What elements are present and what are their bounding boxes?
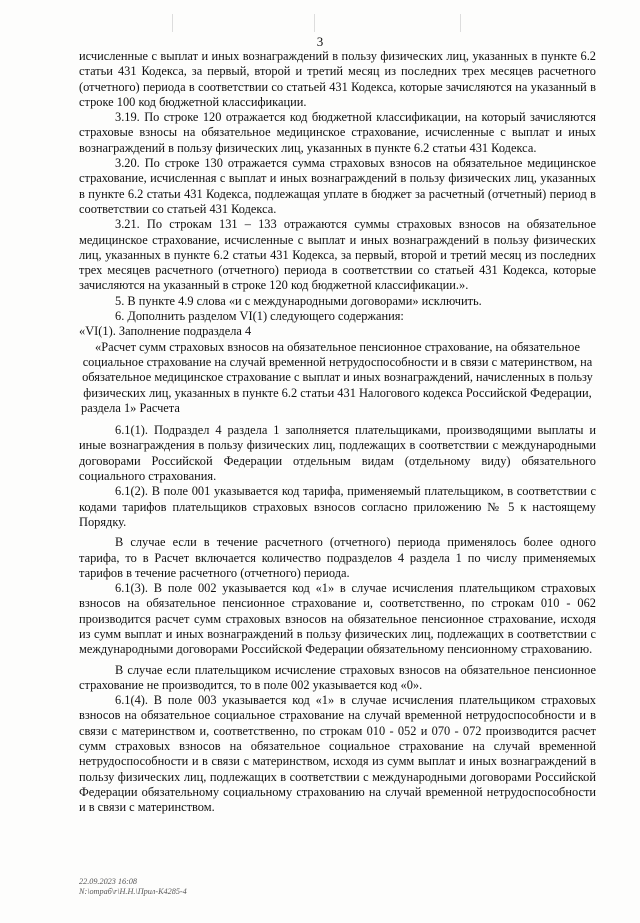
document-footer — [79, 877, 187, 897]
section-heading: «VI(1). Заполнение подраздела 4 — [79, 324, 252, 339]
paragraph-3-19: 3.19. По строке 120 отражается код бюджетной классификации, на который зачисляются страховые взносы на обязательное медицинское страхование, исчисленные с выплат и иных вознаграждений в пользу физических лиц, указанных в пункте 6.2 статьи 431 Кодекса. — [79, 110, 596, 155]
paragraph-6-1-2: 6.1(2). В поле 001 указывается код тарифа, применяемый плательщиком, в соответствии с кодами тарифов плательщиков страховых взносов согласно приложению № 5 к настоящему Порядку. — [79, 484, 596, 529]
scan-mark — [314, 14, 315, 32]
scan-mark — [460, 14, 461, 32]
paragraph-6-1-4: 6.1(4). В поле 003 указывается код «1» в случае исчисления плательщиком страховых взносов на обязательное социальное страхование на случай временной нетрудоспособности и в связи с материнством и, соответственно, по строкам 010 - 052 и 070 - 072 производится расчет сумм страховых взносов на обязательное социальное страхование на случай временной нетрудоспособности и в связи с материнством, исходя из сумм выплат и иных вознаграждений в пользу физических лиц, подлежащих в соответствии с международными договорами Российской Федерации обязательному социальному страхованию на случай временной нетрудоспособности и в связи с материнством. — [79, 693, 596, 815]
subsection-title: «Расчет сумм страховых взносов на обязательное пенсионное страхование, на обязательное социальное страхование на случай временной нетрудоспособности и в связи с материнством, на обязательное медицинское страхование с выплат и иных вознаграждений, начисленных в пользу физических лиц, указанных в пункте 6.2 статьи 431 Налогового кодекса Российской Федерации, раздела 1» Расчета — [81, 339, 593, 415]
paragraph-tariff-note: В случае если в течение расчетного (отчетного) периода применялось более одного тарифа, то в Расчет включается количество подразделов 4 раздела 1 по числу применяемых тарифов в течение расчетного (отчетного) периода. — [79, 535, 596, 580]
paragraph-item-5: 5. В пункте 4.9 слова «и с международными договорами» исключить. — [115, 293, 482, 308]
footer-date: 22.09.2023 16:08 — [79, 877, 137, 886]
paragraph-3-20: 3.20. По строке 130 отражается сумма страховых взносов на обязательное медицинское страхование, исчисленная с выплат и иных вознаграждений в пользу физических лиц, указанных в пункте 6.2 статьи 431 Кодекса, подлежащая уплате в бюджет за расчетный (отчетный) период в соответствии со статьей 431 Кодекса. — [79, 156, 596, 216]
scan-mark — [172, 14, 173, 32]
paragraph-pension-note: В случае если плательщиком исчисление страховых взносов на обязательное пенсионное страхование не производится, то в поле 002 указывается код «0». — [79, 662, 596, 692]
paragraph-6-1-3: 6.1(3). В поле 002 указывается код «1» в случае исчисления плательщиком страховых взносов на обязательное пенсионное страхование и, соответственно, по строкам 010 - 062 производится расчет сумм страховых взносов на обязательное пенсионное страхование, исходя из сумм выплат и иных вознаграждений в пользу физических лиц, подлежащих в соответствии с международными договорами Российской Федерации обязательному пенсионному страхованию. — [79, 581, 596, 657]
paragraph-6-1-1: 6.1(1). Подраздел 4 раздела 1 заполняется плательщиками, производящими выплаты и иные вознаграждения в пользу физических лиц, подлежащих в соответствии с международными договорами Российской Федерации отдельным видам (отдельному виду) обязательного социального страхования. — [79, 423, 596, 484]
paragraph-item-6: 6. Дополнить разделом VI(1) следующего содержания: — [115, 309, 404, 324]
paragraph-continuation: исчисленные с выплат и иных вознаграждений в пользу физических лиц, указанных в пункте 6.2 статьи 431 Кодекса, за первый, второй и третий месяц из последних трех месяцев расчетного (отчетного) периода в соответствии со статьей 431 Кодекса, которые зачисляются на указанный в строке 100 код бюджетной классификации. — [79, 49, 596, 109]
paragraph-3-21: 3.21. По строкам 131 – 133 отражаются суммы страховых взносов на обязательное медицинское страхование, исчисленные с выплат и иных вознаграждений в пользу физических лиц, указанных в пункте 6.2 статьи 431 Кодекса, за первый, второй и третий месяц из последних трех месяцев расчетного (отчетного) периода в соответствии со статьей 431 Кодекса, которые зачисляются на указанный в строке 120 код бюджетной классификации.». — [79, 217, 596, 293]
footer-file-path: N:\отраб\r\Н.Н.\Прил-К4285-4 — [79, 887, 187, 896]
document-body — [79, 49, 596, 816]
page-number: 3 — [316, 34, 324, 49]
